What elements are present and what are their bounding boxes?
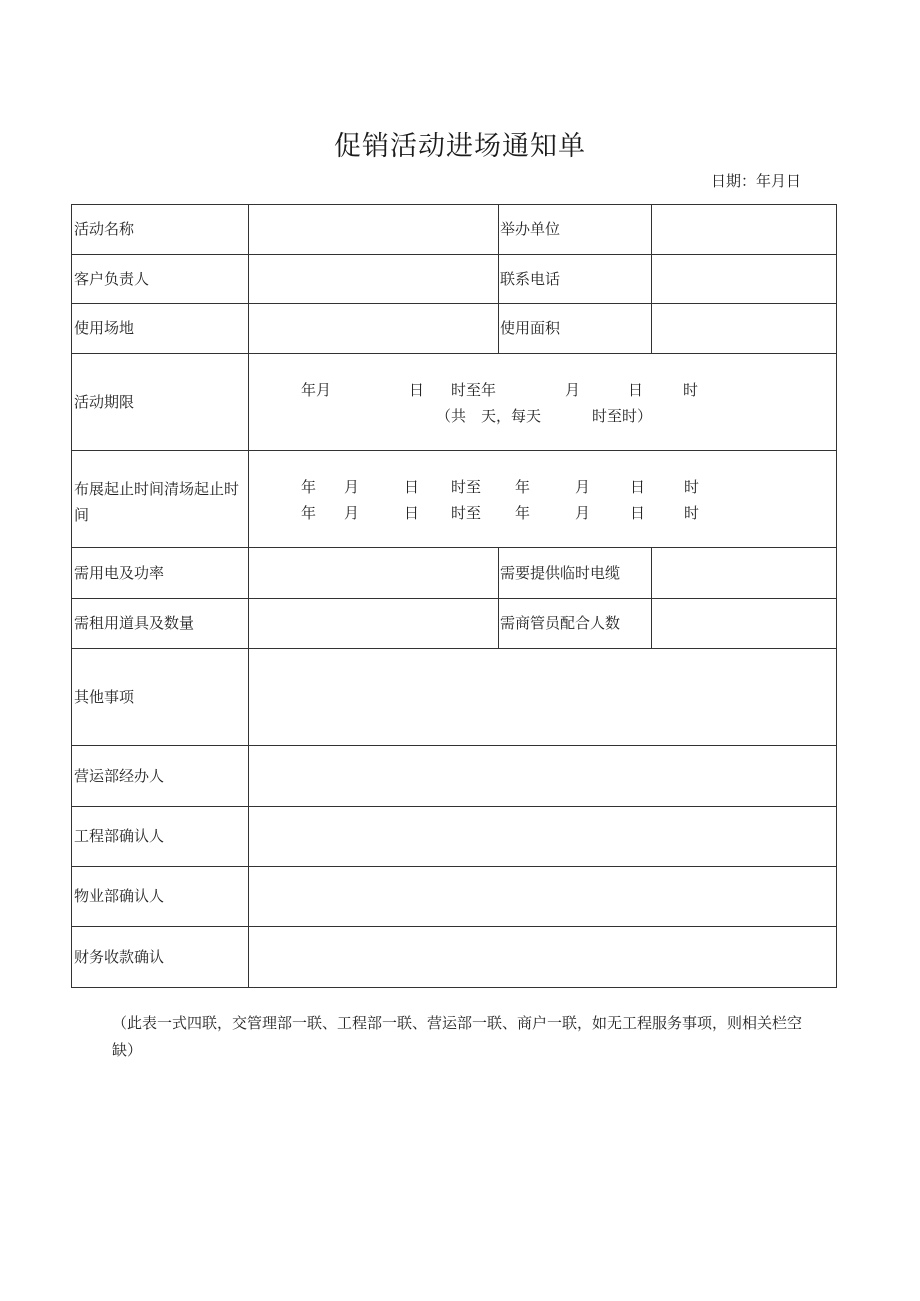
label-power: 需用电及功率: [74, 564, 165, 582]
footnote: （此表一式四联，交管理部一联、工程部一联、营运部一联、商户一联，如无工程服务事项，则相关栏空缺）: [112, 1014, 803, 1059]
clear-hour-to: 时至: [451, 504, 482, 522]
label-property: 物业部确认人: [74, 887, 165, 905]
label-props: 需租用道具及数量: [74, 614, 195, 632]
label-temp-cable: 需要提供临时电缆: [500, 564, 621, 582]
label-setup-clear-time-2: 间: [74, 506, 90, 524]
label-activity-name: 活动名称: [74, 220, 135, 238]
period-day2: 日: [628, 381, 644, 399]
label-period: 活动期限: [74, 393, 135, 411]
setup-year2: 年: [515, 478, 531, 496]
period-daily-hours: 时至时）: [592, 407, 653, 425]
label-contact-phone: 联系电话: [500, 270, 561, 288]
label-staff: 需商管员配合人数: [500, 614, 621, 632]
clear-month2: 月: [575, 504, 591, 522]
notice-form-table: [71, 204, 837, 988]
label-organizer: 举办单位: [500, 220, 561, 238]
label-other: 其他事项: [74, 688, 135, 706]
setup-year: 年: [301, 478, 317, 496]
clear-month: 月: [344, 504, 360, 522]
label-engineering: 工程部确认人: [74, 827, 165, 845]
page-title: 促销活动进场通知单: [334, 131, 586, 162]
label-venue: 使用场地: [74, 319, 135, 337]
setup-month2: 月: [575, 478, 591, 496]
label-area: 使用面积: [500, 319, 561, 337]
setup-hour2: 时: [684, 478, 700, 496]
setup-day: 日: [404, 478, 420, 496]
period-hour: 时: [683, 381, 699, 399]
label-operations: 营运部经办人: [74, 767, 165, 785]
setup-day2: 日: [630, 478, 646, 496]
period-hour-to-year: 时至年: [451, 381, 497, 399]
clear-year2: 年: [515, 504, 531, 522]
label-finance: 财务收款确认: [74, 948, 165, 966]
setup-hour-to: 时至: [451, 478, 482, 496]
period-year-month: 年月: [301, 381, 332, 399]
setup-month: 月: [344, 478, 360, 496]
clear-year: 年: [301, 504, 317, 522]
period-total-days: （共 天，每天: [436, 407, 542, 425]
label-setup-clear-time-1: 布展起止时间清场起止时: [74, 480, 240, 498]
label-customer-manager: 客户负责人: [74, 270, 150, 288]
date-line: 日期：年月日: [711, 172, 802, 190]
clear-hour2: 时: [684, 504, 700, 522]
period-day: 日: [409, 381, 425, 399]
clear-day2: 日: [630, 504, 646, 522]
clear-day: 日: [404, 504, 420, 522]
period-month: 月: [565, 381, 581, 399]
